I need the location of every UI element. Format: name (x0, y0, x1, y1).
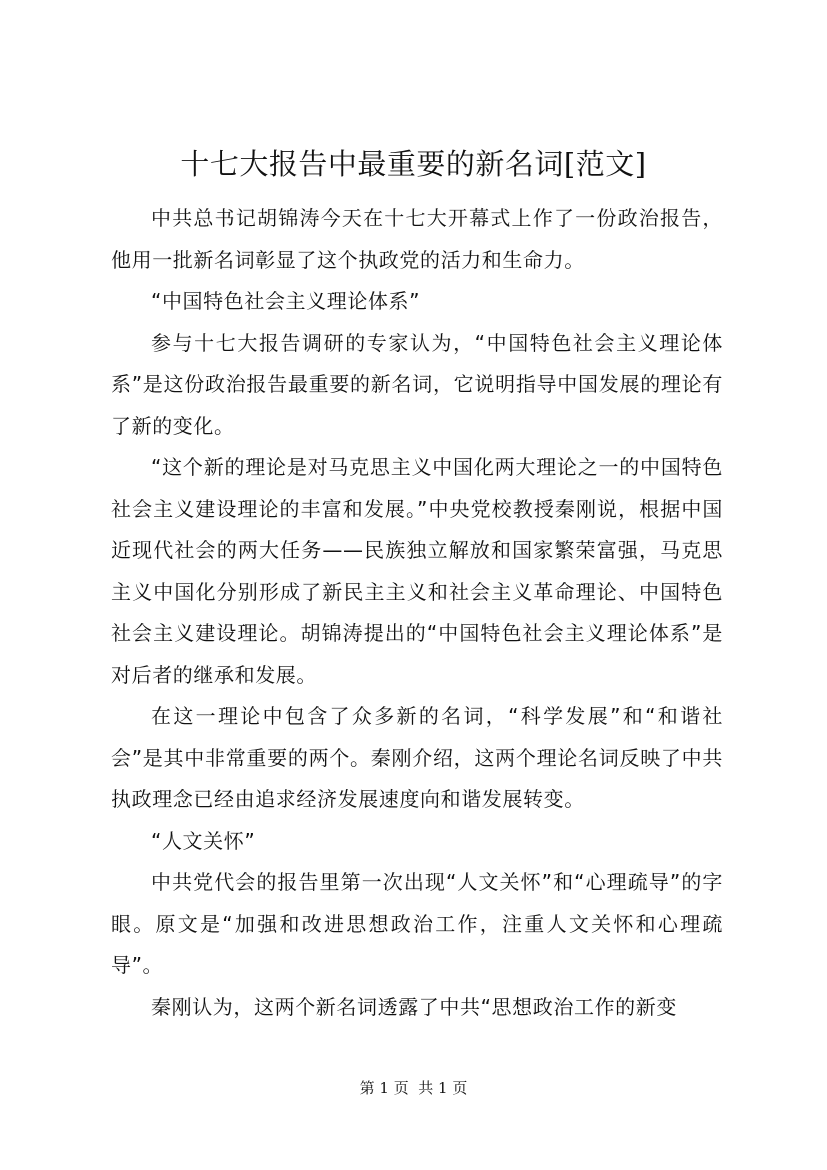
page-number: 第 1 页 共 1 页 (359, 1079, 468, 1097)
paragraph-theory-system: 参与十七大报告调研的专家认为，“中国特色社会主义理论体系”是这份政治报告最重要的新名词，它说明指导中国发展的理论有了新的变化。 (111, 330, 723, 438)
document-title: 十七大报告中最重要的新名词[范文] (180, 147, 647, 181)
paragraph-qin-gang-view: 秦刚认为，这两个新名词透露了中共“思想政治工作的新变 (151, 994, 677, 1019)
paragraph-new-terms: 在这一理论中包含了众多新的名词，“科学发展”和“和谐社会”是其中非常重要的两个。秦刚介绍，这两个理论名词反映了中共执政理念已经由追求经济发展速度向和谐发展转变。 (111, 704, 723, 811)
paragraph-qin-gang-quote: “这个新的理论是对马克思主义中国化两大理论之一的中国特色社会主义建设理论的丰富和发展。”中央党校教授秦刚说，根据中国近现代社会的两大任务——民族独立解放和国家繁荣富强，马克思主义中国化分别形成了新民主主义和社会主义革命理论、中国特色社会主义建设理论。胡锦涛提出的“中国特色社会主义理论体系”是对后者的继承和发展。 (111, 455, 723, 687)
paragraph-intro: 中共总书记胡锦涛今天在十七大开幕式上作了一份政治报告，他用一批新名词彰显了这个执政党的活力和生命力。 (111, 206, 723, 272)
heading-theory-system: “中国特色社会主义理论体系” (151, 289, 421, 313)
paragraph-humanistic-care: 中共党代会的报告里第一次出现“人文关怀”和“心理疏导”的字眼。原文是“加强和改进思想政治工作，注重人文关怀和心理疏导”。 (111, 870, 723, 977)
page-footer (0, 1078, 827, 1098)
heading-humanistic-care: “人文关怀” (151, 828, 256, 853)
document-body (111, 198, 723, 1028)
